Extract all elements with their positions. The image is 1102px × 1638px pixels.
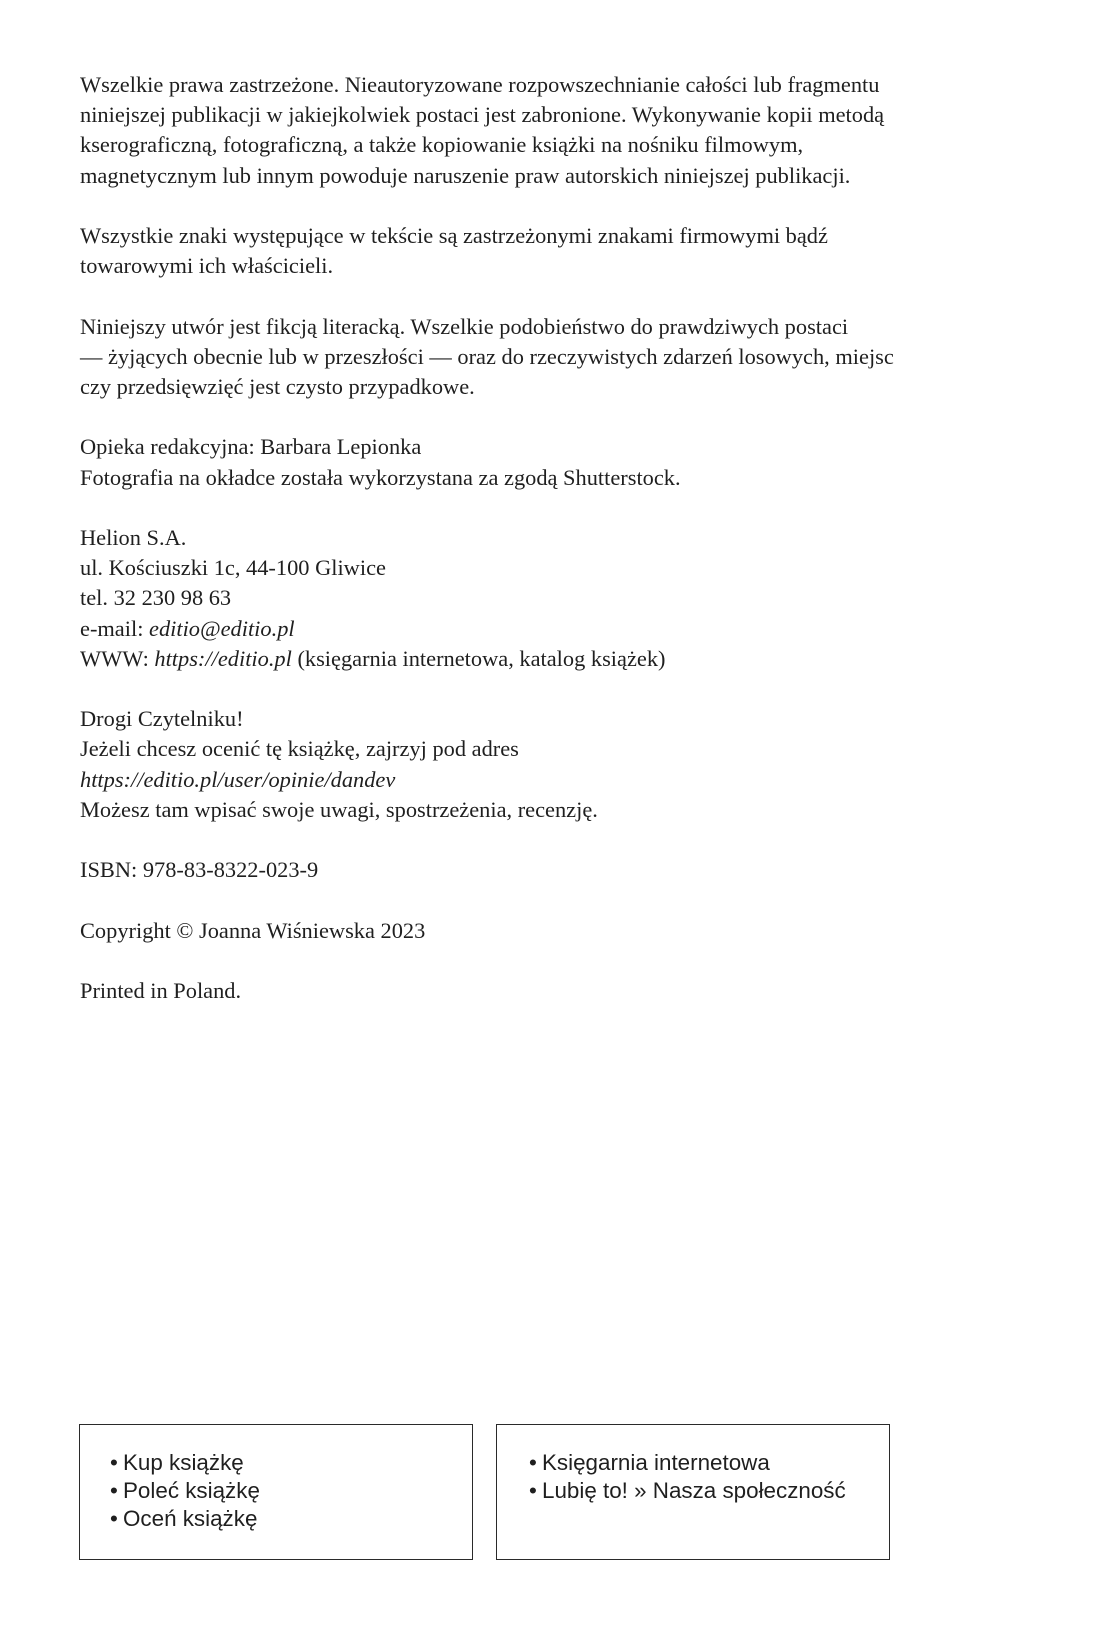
text-line: magnetycznym lub innym powoduje naruszenie praw autorskich niniejszej publikacji. <box>80 162 851 188</box>
publisher-name: Helion S.A. <box>80 524 187 550</box>
printed-notice <box>80 976 1020 1006</box>
review-url-link[interactable]: https://editio.pl/user/opinie/dandev <box>80 766 396 792</box>
cover-photo-credit: Fotografia na okładce została wykorzystana za zgodą Shutterstock. <box>80 464 681 490</box>
recommend-book-label: Poleć książkę <box>123 1478 260 1503</box>
bullet-icon: • <box>110 1450 118 1475</box>
trademarks-paragraph <box>80 221 1020 281</box>
publisher-info <box>80 523 1020 674</box>
book-actions-box <box>79 1424 473 1560</box>
text-line: Wszelkie prawa zastrzeżone. Nieautoryzowane rozpowszechnianie całości lub fragmentu <box>80 72 880 97</box>
reader-note-text: Możesz tam wpisać swoje uwagi, spostrzeżenia, recenzję. <box>80 796 598 822</box>
rate-book-label: Oceń książkę <box>123 1506 258 1531</box>
fiction-paragraph <box>80 312 1020 403</box>
bullet-icon: • <box>110 1506 118 1531</box>
rate-book-link[interactable] <box>110 1505 472 1533</box>
email-label: e-mail: <box>80 615 150 641</box>
publisher-phone: tel. 32 230 98 63 <box>80 585 232 611</box>
text-line: Niniejszy utwór jest fikcją literacką. Wszelkie podobieństwo do prawdziwych postaci <box>80 313 849 339</box>
isbn-text: ISBN: 978-83-8322-023-9 <box>80 857 319 883</box>
publisher-address: ul. Kościuszki 1c, 44-100 Gliwice <box>80 555 386 581</box>
recommend-book-link[interactable] <box>110 1477 472 1505</box>
text-line: towarowymi ich właścicieli. <box>80 253 334 279</box>
text-line: czy przedsięwzięć jest czysto przypadkowe. <box>80 374 475 399</box>
printed-text: Printed in Poland. <box>80 977 242 1003</box>
isbn <box>80 855 1020 885</box>
reader-greeting: Drogi Czytelniku! <box>80 706 244 732</box>
bullet-icon: • <box>529 1478 537 1503</box>
credits-paragraph <box>80 432 1020 492</box>
community-box <box>496 1424 890 1560</box>
online-bookstore-label: Księgarnia internetowa <box>542 1450 770 1475</box>
www-label: WWW: <box>80 645 155 671</box>
copyright-notice <box>80 916 1020 946</box>
copyright-text: Copyright © Joanna Wiśniewska 2023 <box>80 917 426 943</box>
text-line: niniejszej publikacji w jakiejkolwiek postaci jest zabronione. Wykonywanie kopii metodą <box>80 102 885 128</box>
rights-paragraph <box>80 70 1020 191</box>
bullet-icon: • <box>110 1478 118 1503</box>
email-link[interactable]: editio@editio.pl <box>149 615 295 641</box>
reader-prompt: Jeżeli chcesz ocenić tę książkę, zajrzyj pod adres <box>80 736 519 762</box>
bullet-icon: • <box>529 1450 537 1475</box>
www-note: (księgarnia internetowa, katalog książek) <box>291 645 666 671</box>
copyright-page <box>80 70 1020 1036</box>
text-line: — żyjących obecnie lub w przeszłości — oraz do rzeczywistych zdarzeń losowych, miejsc <box>80 343 894 369</box>
www-link[interactable]: https://editio.pl <box>154 645 292 671</box>
community-label: Lubię to! » Nasza społeczność <box>542 1478 846 1503</box>
text-line: Wszystkie znaki występujące w tekście są zastrzeżonymi znakami firmowymi bądź <box>80 223 828 248</box>
text-line: kserograficzną, fotograficzną, a także kopiowanie książki na nośniku filmowym, <box>80 132 804 158</box>
publisher-email-line <box>80 614 1020 644</box>
online-bookstore-link[interactable] <box>529 1449 889 1477</box>
buy-book-label: Kup książkę <box>123 1450 244 1475</box>
community-link[interactable] <box>529 1477 889 1505</box>
publisher-www-line <box>80 644 1020 674</box>
buy-book-link[interactable] <box>110 1449 472 1477</box>
editor-credit: Opieka redakcyjna: Barbara Lepionka <box>80 434 422 460</box>
reader-note <box>80 704 1020 825</box>
